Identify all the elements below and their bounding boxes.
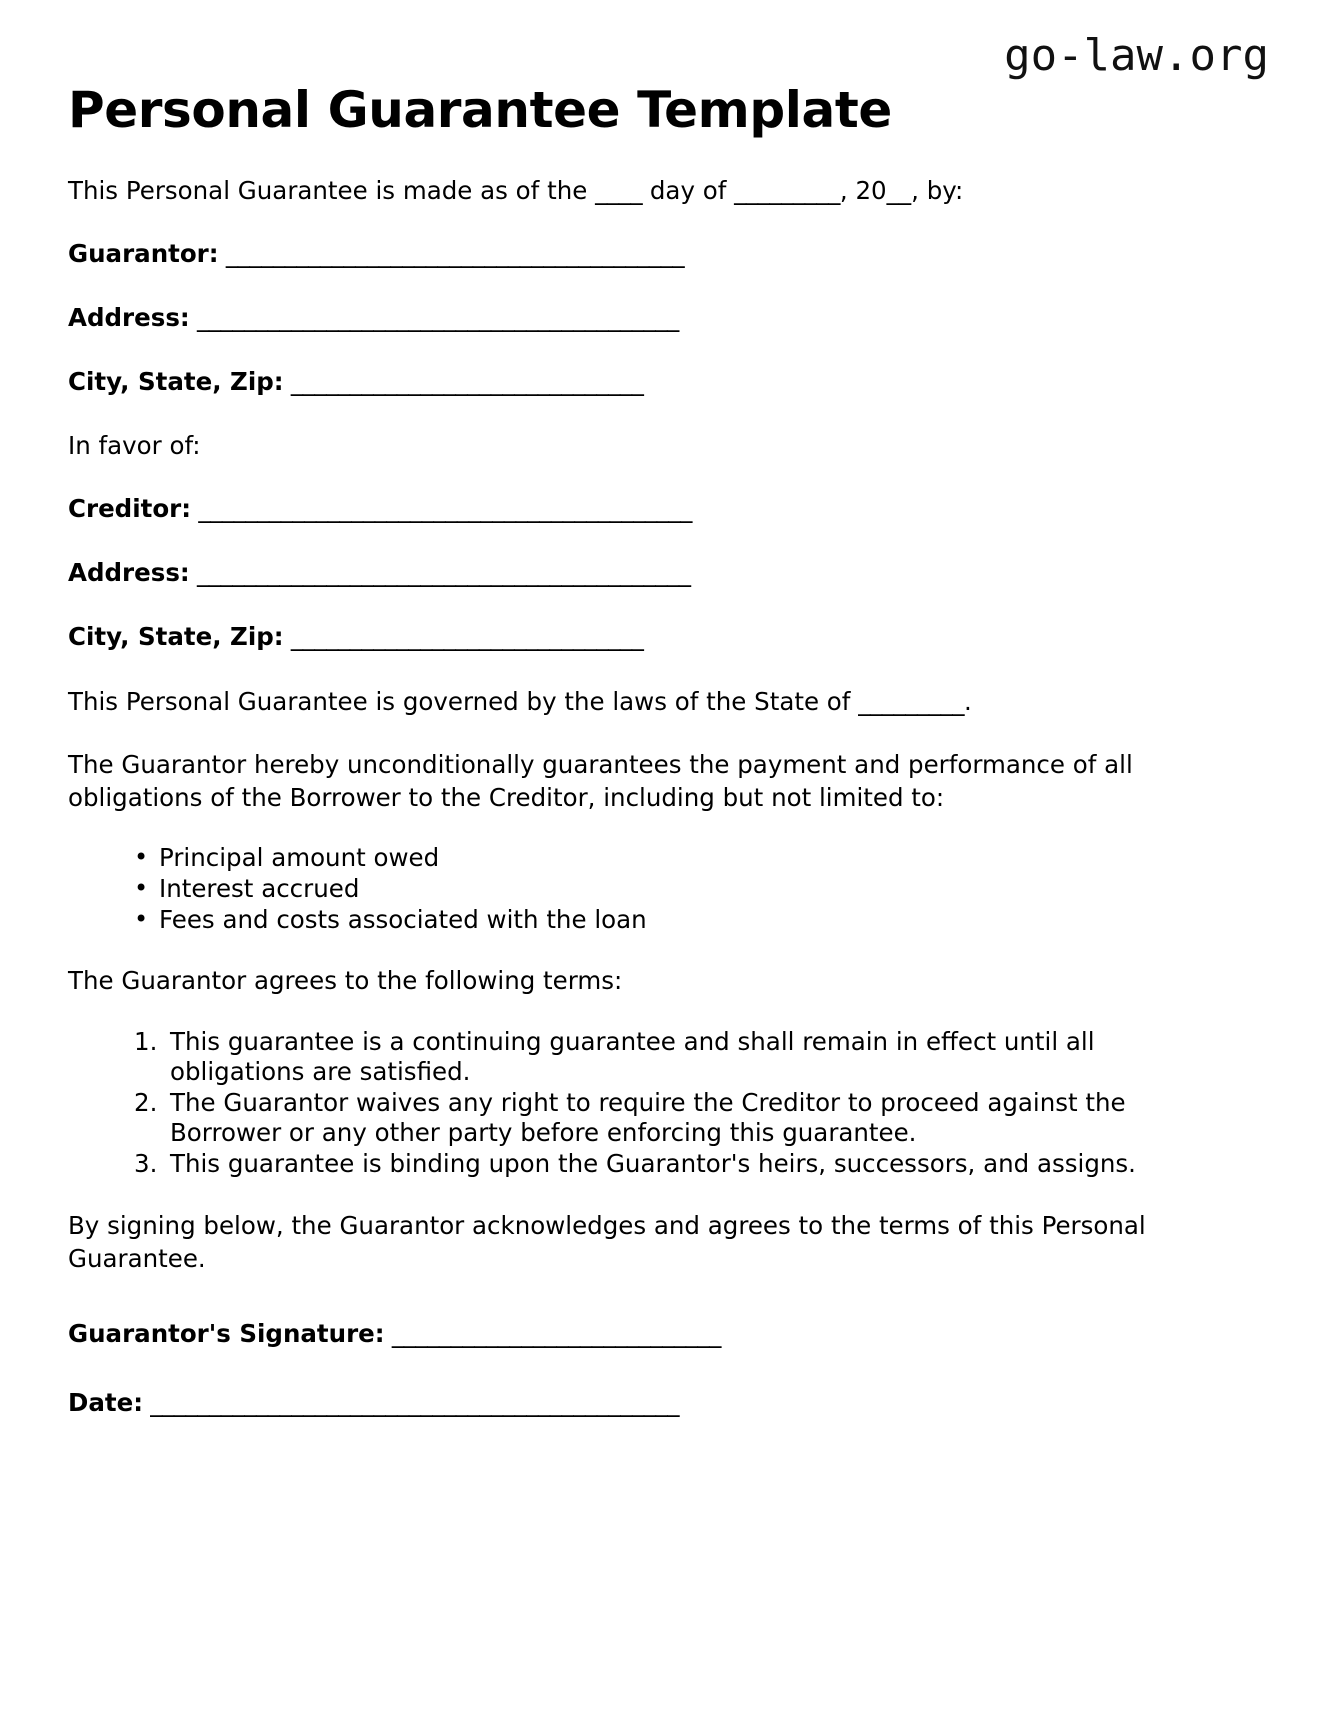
field-blank-line[interactable]: _______________________________________ bbox=[218, 239, 685, 269]
governing-law-paragraph bbox=[68, 685, 1196, 718]
field-creditor-name bbox=[68, 492, 1196, 525]
document-content bbox=[68, 82, 1196, 1455]
list-item: This guarantee is binding upon the Guarantor's heirs, successors, and assigns. bbox=[170, 1148, 1136, 1178]
acknowledgement-paragraph: By signing below, the Guarantor acknowledges and agrees to the terms of this Personal Guarantee. bbox=[68, 1210, 1146, 1273]
field-blank-line[interactable]: __________________________________________ bbox=[191, 494, 692, 524]
field-guarantor-city-state-zip bbox=[68, 365, 1196, 398]
field-label: Date: bbox=[68, 1388, 143, 1418]
field-blank-line[interactable]: __________________________________________ bbox=[189, 558, 691, 588]
page-title: Personal Guarantee Template bbox=[68, 81, 892, 139]
field-label: Creditor: bbox=[68, 494, 192, 524]
field-date bbox=[68, 1386, 1196, 1419]
field-creditor-city-state-zip bbox=[68, 620, 1196, 653]
field-guarantor-name bbox=[68, 237, 1196, 270]
governing-law-prefix: This Personal Guarantee is governed by the laws of the State of bbox=[68, 686, 859, 716]
field-guarantor-signature bbox=[68, 1317, 1196, 1350]
list-item: • Fees and costs associated with the loan bbox=[134, 906, 1196, 935]
in-favor-of-label: In favor of: bbox=[68, 431, 201, 461]
intro-mid: day of bbox=[642, 176, 735, 205]
list-item: • Interest accrued bbox=[134, 875, 1196, 904]
list-item: • Principal amount owed bbox=[134, 844, 1196, 873]
field-label: Address: bbox=[68, 303, 190, 333]
obligations-list bbox=[68, 844, 1196, 935]
list-item: The Guarantor waives any right to require the Creditor to proceed against the Borrower or any other party before enforcing this guarantee. bbox=[170, 1088, 1126, 1148]
governing-law-suffix: . bbox=[963, 686, 972, 716]
signature-block bbox=[68, 1317, 1196, 1419]
field-blank-line[interactable]: ______________________________ bbox=[283, 622, 644, 652]
field-label: Address: bbox=[68, 558, 190, 588]
list-item: This guarantee is a continuing guarantee and shall remain in effect until all obligations are satisfied. bbox=[170, 1027, 1095, 1087]
intro-day-blank: ____ bbox=[595, 176, 643, 205]
field-label: City, State, Zip: bbox=[68, 367, 284, 397]
terms-list bbox=[68, 1027, 1196, 1178]
governing-law-blank[interactable]: _________ bbox=[858, 686, 964, 716]
field-blank-line[interactable]: ______________________________ bbox=[283, 367, 644, 397]
guarantee-intro-paragraph: The Guarantor hereby unconditionally guarantees the payment and performance of all obligations of the Borrower to the Creditor, including but not limited to: bbox=[68, 749, 1133, 812]
field-label: Guarantor's Signature: bbox=[68, 1318, 385, 1348]
field-label: Guarantor: bbox=[68, 239, 219, 269]
terms-intro-paragraph: The Guarantor agrees to the following terms: bbox=[68, 966, 623, 996]
site-brand-logo: go-law.org bbox=[1004, 30, 1269, 81]
field-blank-line[interactable]: _____________________________________________ bbox=[143, 1388, 680, 1418]
intro-month-blank: _________ bbox=[734, 176, 840, 205]
field-blank-line[interactable]: ____________________________ bbox=[384, 1318, 721, 1348]
field-blank-line[interactable]: _________________________________________ bbox=[189, 303, 679, 333]
intro-prefix: This Personal Guarantee is made as of the bbox=[68, 176, 596, 205]
intro-suffix: , 20__, by: bbox=[839, 176, 964, 205]
field-label: City, State, Zip: bbox=[68, 622, 284, 652]
field-guarantor-address bbox=[68, 301, 1196, 334]
field-creditor-address bbox=[68, 556, 1196, 589]
intro-paragraph bbox=[68, 174, 1196, 207]
